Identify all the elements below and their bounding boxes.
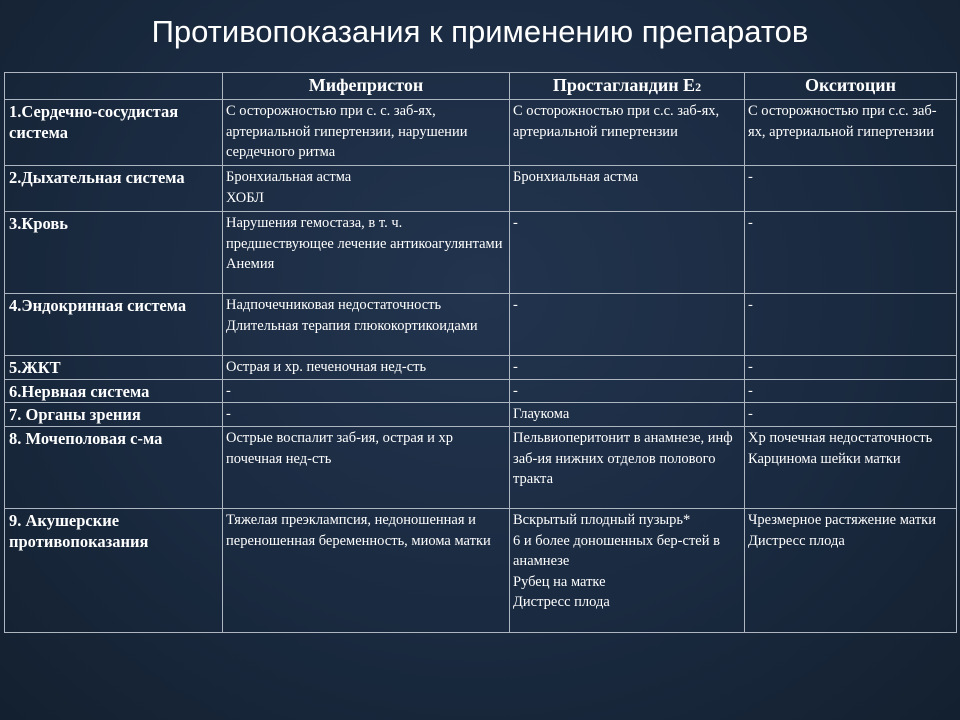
cell-oxytocin: - <box>745 380 957 403</box>
cell-prostaglandin: - <box>510 294 745 356</box>
cell-oxytocin: Хр почечная недостаточность Карцинома шейки матки <box>745 427 957 509</box>
cell-prostaglandin: Вскрытый плодный пузырь* 6 и более доношенных бер-стей в анамнезе Рубец на матке Дистресс плода <box>510 509 745 633</box>
table-row <box>5 403 957 427</box>
table-row <box>5 509 957 633</box>
table-row <box>5 380 957 403</box>
cell-mifepristone: Бронхиальная астма ХОБЛ <box>223 166 510 212</box>
cell-mifepristone: Острые воспалит заб-ия, острая и хр почечная нед-сть <box>223 427 510 509</box>
cell-mifepristone: С осторожностью при с. с. заб-ях, артериальной гипертензии, нарушении сердечного ритма <box>223 100 510 166</box>
table-row <box>5 356 957 380</box>
contraindications-table <box>4 72 957 633</box>
row-system-label: 4.Эндокринная система <box>5 294 223 356</box>
header-prostaglandin-subscript: 2 <box>695 80 702 94</box>
cell-oxytocin: - <box>745 403 957 427</box>
cell-prostaglandin: Глаукома <box>510 403 745 427</box>
row-system-label: 1.Сердечно-сосудистая система <box>5 100 223 166</box>
cell-prostaglandin: - <box>510 380 745 403</box>
table-header-row <box>5 73 957 100</box>
cell-mifepristone: Надпочечниковая недостаточность Длительная терапия глюкокортикоидами <box>223 294 510 356</box>
row-system-label: 2.Дыхательная система <box>5 166 223 212</box>
row-system-label: 5.ЖКТ <box>5 356 223 380</box>
header-oxytocin: Окситоцин <box>745 73 957 100</box>
cell-oxytocin: - <box>745 212 957 294</box>
table-row <box>5 212 957 294</box>
header-mifepristone: Мифепристон <box>223 73 510 100</box>
cell-oxytocin: - <box>745 166 957 212</box>
table-row <box>5 294 957 356</box>
row-system-label: 6.Нервная система <box>5 380 223 403</box>
row-system-label: 3.Кровь <box>5 212 223 294</box>
slide-title: Противопоказания к применению препаратов <box>151 14 809 49</box>
cell-oxytocin: - <box>745 294 957 356</box>
cell-mifepristone: Острая и хр. печеночная нед-сть <box>223 356 510 380</box>
cell-prostaglandin: Бронхиальная астма <box>510 166 745 212</box>
header-prostaglandin-label: Простагландин Е <box>552 75 696 95</box>
cell-oxytocin: Чрезмерное растяжение матки Дистресс плода <box>745 509 957 633</box>
cell-prostaglandin: - <box>510 356 745 380</box>
row-system-label: 9. Акушерские противопоказания <box>5 509 223 633</box>
cell-mifepristone: Тяжелая преэклампсия, недоношенная и переношенная беременность, миома матки <box>223 509 510 633</box>
header-prostaglandin <box>510 73 745 100</box>
cell-prostaglandin: Пельвиоперитонит в анамнезе, инф заб-ия нижних отделов полового тракта <box>510 427 745 509</box>
row-system-label: 7. Органы зрения <box>5 403 223 427</box>
table-row <box>5 427 957 509</box>
cell-mifepristone: Нарушения гемостаза, в т. ч. предшествующее лечение антикоагулянтами Анемия <box>223 212 510 294</box>
cell-oxytocin: - <box>745 356 957 380</box>
table-row <box>5 100 957 166</box>
cell-prostaglandin: - <box>510 212 745 294</box>
cell-mifepristone: - <box>223 380 510 403</box>
cell-oxytocin: С осторожностью при с.с. заб-ях, артериальной гипертензии <box>745 100 957 166</box>
cell-prostaglandin: С осторожностью при с.с. заб-ях, артериальной гипертензии <box>510 100 745 166</box>
header-system <box>5 73 223 100</box>
table-row <box>5 166 957 212</box>
cell-mifepristone: - <box>223 403 510 427</box>
row-system-label: 8. Мочеполовая с-ма <box>5 427 223 509</box>
